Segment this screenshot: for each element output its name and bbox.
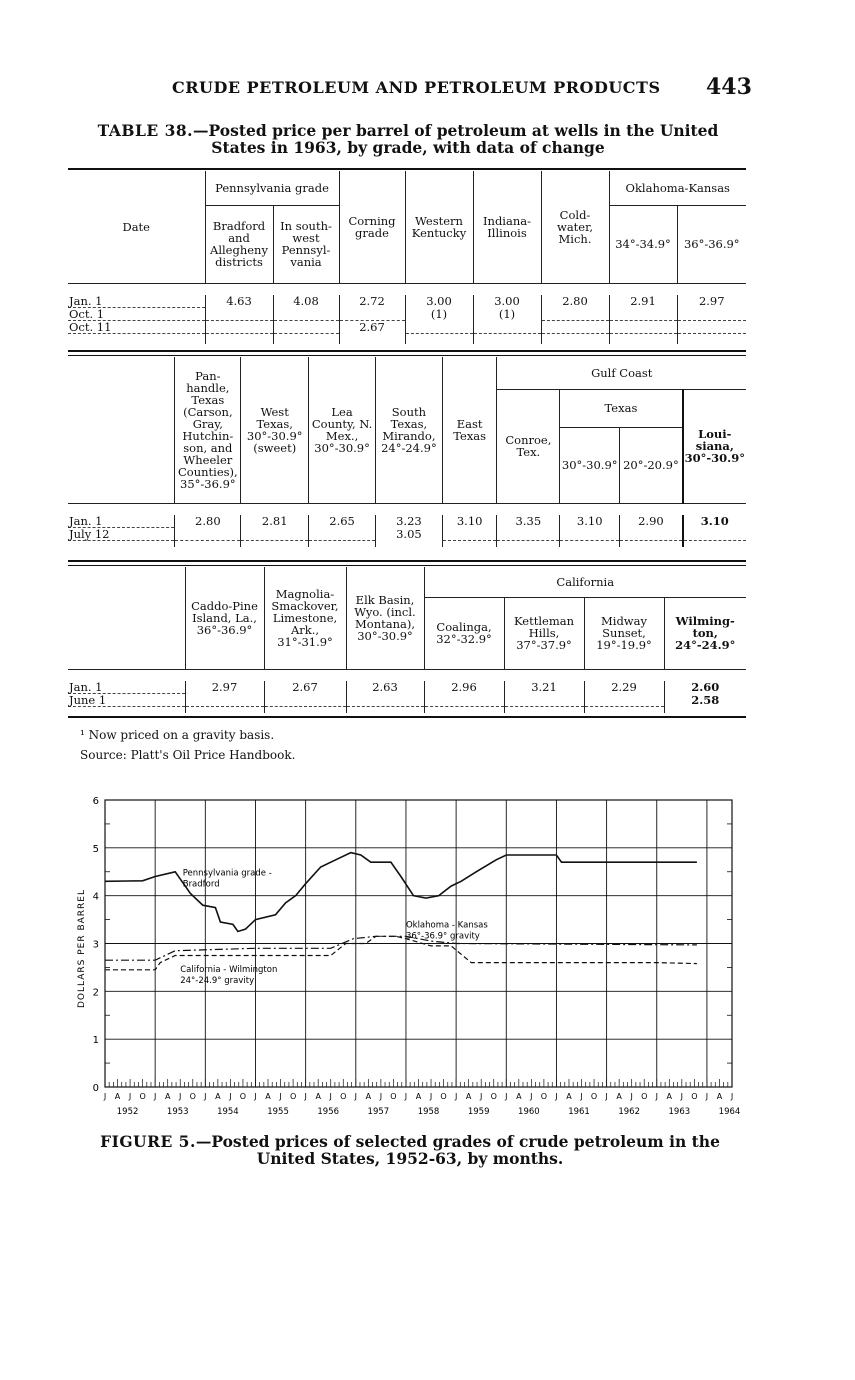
cell xyxy=(273,321,339,334)
cell xyxy=(620,528,683,541)
row-date: Jan. 1 xyxy=(68,515,175,528)
cell xyxy=(405,321,473,334)
date-header: Date xyxy=(68,171,205,283)
month-label: J xyxy=(304,1092,307,1101)
indiana-header: Indiana-Illinois xyxy=(473,171,541,283)
row-date: June 1 xyxy=(68,694,185,707)
y-tick-label: 5 xyxy=(92,843,99,855)
penn-group-header: Pennsylvania grade xyxy=(205,171,339,205)
cell: 3.10 xyxy=(442,515,497,528)
row-date: Oct. 11 xyxy=(68,321,205,334)
y-tick-label: 3 xyxy=(92,939,99,951)
page-number: 443 xyxy=(706,74,752,100)
table-bottom-rule xyxy=(68,716,746,718)
cell: 2.60 xyxy=(691,680,720,695)
annotation-oklahoma: 36°-36.9° gravity xyxy=(405,931,480,942)
elk-header: Elk Basin, Wyo. (incl. Montana), 30°-30.9° xyxy=(346,567,424,669)
month-label: J xyxy=(429,1092,433,1101)
texas-group-header: Texas xyxy=(560,389,683,427)
month-label: O xyxy=(340,1092,347,1101)
year-label: 1954 xyxy=(217,1107,239,1117)
ok1-header: 34°-34.9° xyxy=(609,205,677,283)
cell xyxy=(205,308,273,321)
month-label: A xyxy=(716,1092,723,1101)
series-line xyxy=(105,936,697,960)
month-label: J xyxy=(229,1092,232,1101)
month-label: O xyxy=(239,1092,247,1101)
month-label: O xyxy=(390,1092,397,1101)
wilmington-header: Wilming-ton, 24°-24.9° xyxy=(675,614,736,652)
year-label: 1964 xyxy=(718,1107,741,1117)
cell xyxy=(442,528,497,541)
cell xyxy=(497,528,560,541)
coalinga-header: Coalinga, 32°-32.9° xyxy=(424,597,504,669)
year-label: 1960 xyxy=(518,1107,540,1117)
section-rule xyxy=(68,355,746,356)
month-label: A xyxy=(516,1092,522,1101)
month-label: J xyxy=(103,1092,107,1101)
month-label: A xyxy=(465,1092,472,1101)
cell xyxy=(205,321,273,334)
year-label: 1952 xyxy=(116,1107,139,1117)
y-tick-label: 4 xyxy=(92,891,99,903)
year-label: 1957 xyxy=(367,1107,390,1117)
southtexas-header: South Texas, Mirando, 24°-24.9° xyxy=(375,357,442,503)
month-label: O xyxy=(641,1092,648,1101)
year-label: 1961 xyxy=(568,1107,590,1117)
westtexas-header: West Texas, 30°-30.9° (sweet) xyxy=(241,357,309,503)
year-label: 1955 xyxy=(267,1107,289,1117)
month-label: A xyxy=(365,1092,372,1101)
month-label: J xyxy=(730,1092,734,1101)
louisiana-header: Loui-siana, 30°-30.9° xyxy=(683,389,746,503)
month-label: J xyxy=(505,1092,508,1101)
cell: 2.63 xyxy=(346,681,424,694)
cell: 3.21 xyxy=(504,681,584,694)
cell xyxy=(424,694,504,707)
month-label: J xyxy=(454,1092,458,1101)
month-label: J xyxy=(655,1092,658,1101)
caddo-header: Caddo-Pine Island, La., 36°-36.9° xyxy=(185,567,264,669)
row-date: Oct. 1 xyxy=(68,308,205,321)
month-label: A xyxy=(566,1092,572,1101)
section-rule xyxy=(68,350,746,352)
month-label: J xyxy=(530,1092,533,1101)
table-row xyxy=(68,515,746,528)
table-row xyxy=(68,694,746,707)
month-label: J xyxy=(153,1092,157,1101)
row-date: Jan. 1 xyxy=(68,681,185,694)
table-row xyxy=(68,528,746,541)
cell: 4.08 xyxy=(273,295,339,308)
month-label: J xyxy=(630,1092,633,1101)
cell: 2.67 xyxy=(264,681,346,694)
ok2-header: 36°-36.9° xyxy=(683,237,740,251)
cell xyxy=(677,308,746,321)
series-line xyxy=(105,853,697,932)
cell xyxy=(273,308,339,321)
figure-caption-label: FIGURE 5. xyxy=(100,1132,196,1151)
cell xyxy=(339,308,405,321)
cell: 2.80 xyxy=(541,295,609,308)
month-label: O xyxy=(540,1092,548,1101)
coldwater-header: Cold-water, Mich. xyxy=(541,171,609,283)
section-rule xyxy=(68,565,746,566)
annotation-pennsylvania: Pennsylvania grade - xyxy=(182,868,272,879)
cell: 2.29 xyxy=(584,681,664,694)
section-rule xyxy=(68,560,746,562)
table-top-rule xyxy=(68,168,746,170)
y-axis-label: DOLLARS PER BARREL xyxy=(77,889,87,1008)
month-label: O xyxy=(139,1092,146,1101)
month-label: J xyxy=(254,1092,257,1101)
month-label: J xyxy=(404,1092,408,1101)
month-label: A xyxy=(114,1092,121,1101)
wky-header: Western Kentucky xyxy=(405,171,473,283)
cell xyxy=(264,694,346,707)
row-date: Jan. 1 xyxy=(68,295,205,308)
month-label: J xyxy=(329,1092,332,1101)
month-label: J xyxy=(580,1092,583,1101)
month-label: J xyxy=(605,1092,608,1101)
cell: 2.97 xyxy=(185,681,264,694)
month-label: J xyxy=(354,1092,357,1101)
year-label: 1953 xyxy=(166,1107,189,1117)
cell xyxy=(473,321,541,334)
month-label: A xyxy=(415,1092,422,1101)
month-label: O xyxy=(590,1092,598,1101)
table-part-1 xyxy=(68,171,746,344)
figure-caption xyxy=(70,1133,750,1167)
cell: 2.91 xyxy=(609,295,677,308)
cell xyxy=(541,308,609,321)
cell: 3.00 xyxy=(473,295,541,308)
table-row xyxy=(68,308,746,321)
cell: 2.80 xyxy=(175,515,241,528)
month-label: A xyxy=(666,1092,673,1101)
bradford-header: Bradford and Allegheny districts xyxy=(205,205,273,283)
month-label: J xyxy=(480,1092,483,1101)
cell xyxy=(541,321,609,334)
easttexas-header: East Texas xyxy=(442,357,497,503)
month-label: O xyxy=(440,1092,447,1101)
running-head: CRUDE PETROLEUM AND PETROLEUM PRODUCTS xyxy=(172,78,661,97)
year-label: 1956 xyxy=(317,1107,340,1117)
year-label: 1959 xyxy=(467,1107,490,1117)
month-label: J xyxy=(179,1092,182,1101)
annotation-california: California - Wilmington xyxy=(180,965,278,976)
month-label: J xyxy=(379,1092,383,1101)
cell: 2.72 xyxy=(339,295,405,308)
panhandle-header: Pan-handle, Texas (Carson, Gray, Hutchin-son, and Wheeler Counties), 35°-36.9° xyxy=(175,357,241,503)
y-tick-label: 2 xyxy=(92,987,99,999)
month-label: A xyxy=(164,1092,171,1101)
month-label: J xyxy=(128,1092,132,1101)
y-tick-label: 0 xyxy=(92,1083,99,1094)
cell xyxy=(584,694,664,707)
month-label: A xyxy=(616,1092,622,1101)
southwest-header: In south-west Pennsyl-vania xyxy=(273,205,339,283)
ok-group-header: Oklahoma-Kansas xyxy=(609,171,746,205)
table-part-2 xyxy=(68,357,746,547)
month-label: J xyxy=(555,1092,558,1101)
cell xyxy=(309,528,376,541)
table-row xyxy=(68,321,746,334)
cell xyxy=(175,528,241,541)
conroe-header: Conroe, Tex. xyxy=(497,389,560,503)
corning-header: Corning grade xyxy=(339,171,405,283)
cell: 2.97 xyxy=(698,294,725,309)
cell: 4.63 xyxy=(205,295,273,308)
y-tick-label: 6 xyxy=(92,796,99,807)
month-label: J xyxy=(705,1092,709,1101)
cell xyxy=(185,694,264,707)
midway-header: Midway Sunset, 19°-19.9° xyxy=(584,597,664,669)
cell: 3.10 xyxy=(560,515,620,528)
cell: 2.58 xyxy=(691,693,720,707)
table-title-label: TABLE 38. xyxy=(97,121,194,140)
annotation-oklahoma: Oklahoma - Kansas xyxy=(405,920,488,931)
cell: 3.05 xyxy=(375,528,442,541)
cell xyxy=(560,528,620,541)
table-title-text: —Posted price per barrel of petroleum at wells in the United States in 1963, by grade, with data of change xyxy=(193,121,719,157)
year-label: 1963 xyxy=(668,1107,691,1117)
source-note: Source: Platt's Oil Price Handbook. xyxy=(80,748,296,762)
table-part-3 xyxy=(68,567,746,713)
tx1-header: 30°-30.9° xyxy=(560,427,620,503)
year-label: 1962 xyxy=(618,1107,640,1117)
cell xyxy=(346,694,424,707)
table-row xyxy=(68,681,746,694)
figure-caption-text: —Posted prices of selected grades of crude petroleum in the United States, 1952-63, by months. xyxy=(195,1132,720,1168)
month-label: O xyxy=(490,1092,497,1101)
cell: 3.23 xyxy=(375,515,442,528)
cell: 2.96 xyxy=(424,681,504,694)
cell xyxy=(504,694,584,707)
annotation-california: 24°-24.9° gravity xyxy=(180,976,255,987)
month-label: J xyxy=(279,1092,282,1101)
month-label: A xyxy=(315,1092,321,1101)
cell xyxy=(683,528,746,541)
cell: (1) xyxy=(473,308,541,321)
y-tick-label: 1 xyxy=(92,1035,99,1047)
cell: 2.90 xyxy=(620,515,683,528)
cell xyxy=(677,321,746,334)
lea-header: Lea County, N. Mex., 30°-30.9° xyxy=(309,357,376,503)
month-label: O xyxy=(189,1092,196,1101)
annotation-pennsylvania: Bradford xyxy=(182,879,220,890)
month-label: J xyxy=(204,1092,207,1101)
cell xyxy=(609,321,677,334)
cell: 3.35 xyxy=(497,515,560,528)
table-title xyxy=(68,122,748,156)
cell: 2.65 xyxy=(309,515,376,528)
month-label: O xyxy=(691,1092,698,1101)
footnote: ¹ Now priced on a gravity basis. xyxy=(80,728,275,742)
cell: 2.67 xyxy=(339,321,405,334)
california-group-header: California xyxy=(424,567,746,597)
tx2-header: 20°-20.9° xyxy=(620,427,683,503)
cell xyxy=(241,528,309,541)
cell xyxy=(609,308,677,321)
month-label: J xyxy=(680,1092,684,1101)
month-label: A xyxy=(265,1092,271,1101)
cell: 3.00 xyxy=(405,295,473,308)
row-date: July 12 xyxy=(68,528,175,541)
kettleman-header: Kettleman Hills, 37°-37.9° xyxy=(504,597,584,669)
cell: (1) xyxy=(405,308,473,321)
price-chart xyxy=(70,790,750,1130)
table-row xyxy=(68,295,746,308)
month-label: O xyxy=(289,1092,297,1101)
cell: 2.81 xyxy=(241,515,309,528)
year-label: 1958 xyxy=(417,1107,440,1117)
cell: 3.10 xyxy=(683,515,746,528)
magnolia-header: Magnolia-Smackover, Limestone, Ark., 31°-31.9° xyxy=(264,567,346,669)
month-label: A xyxy=(215,1092,221,1101)
gulf-group-header: Gulf Coast xyxy=(497,357,746,389)
